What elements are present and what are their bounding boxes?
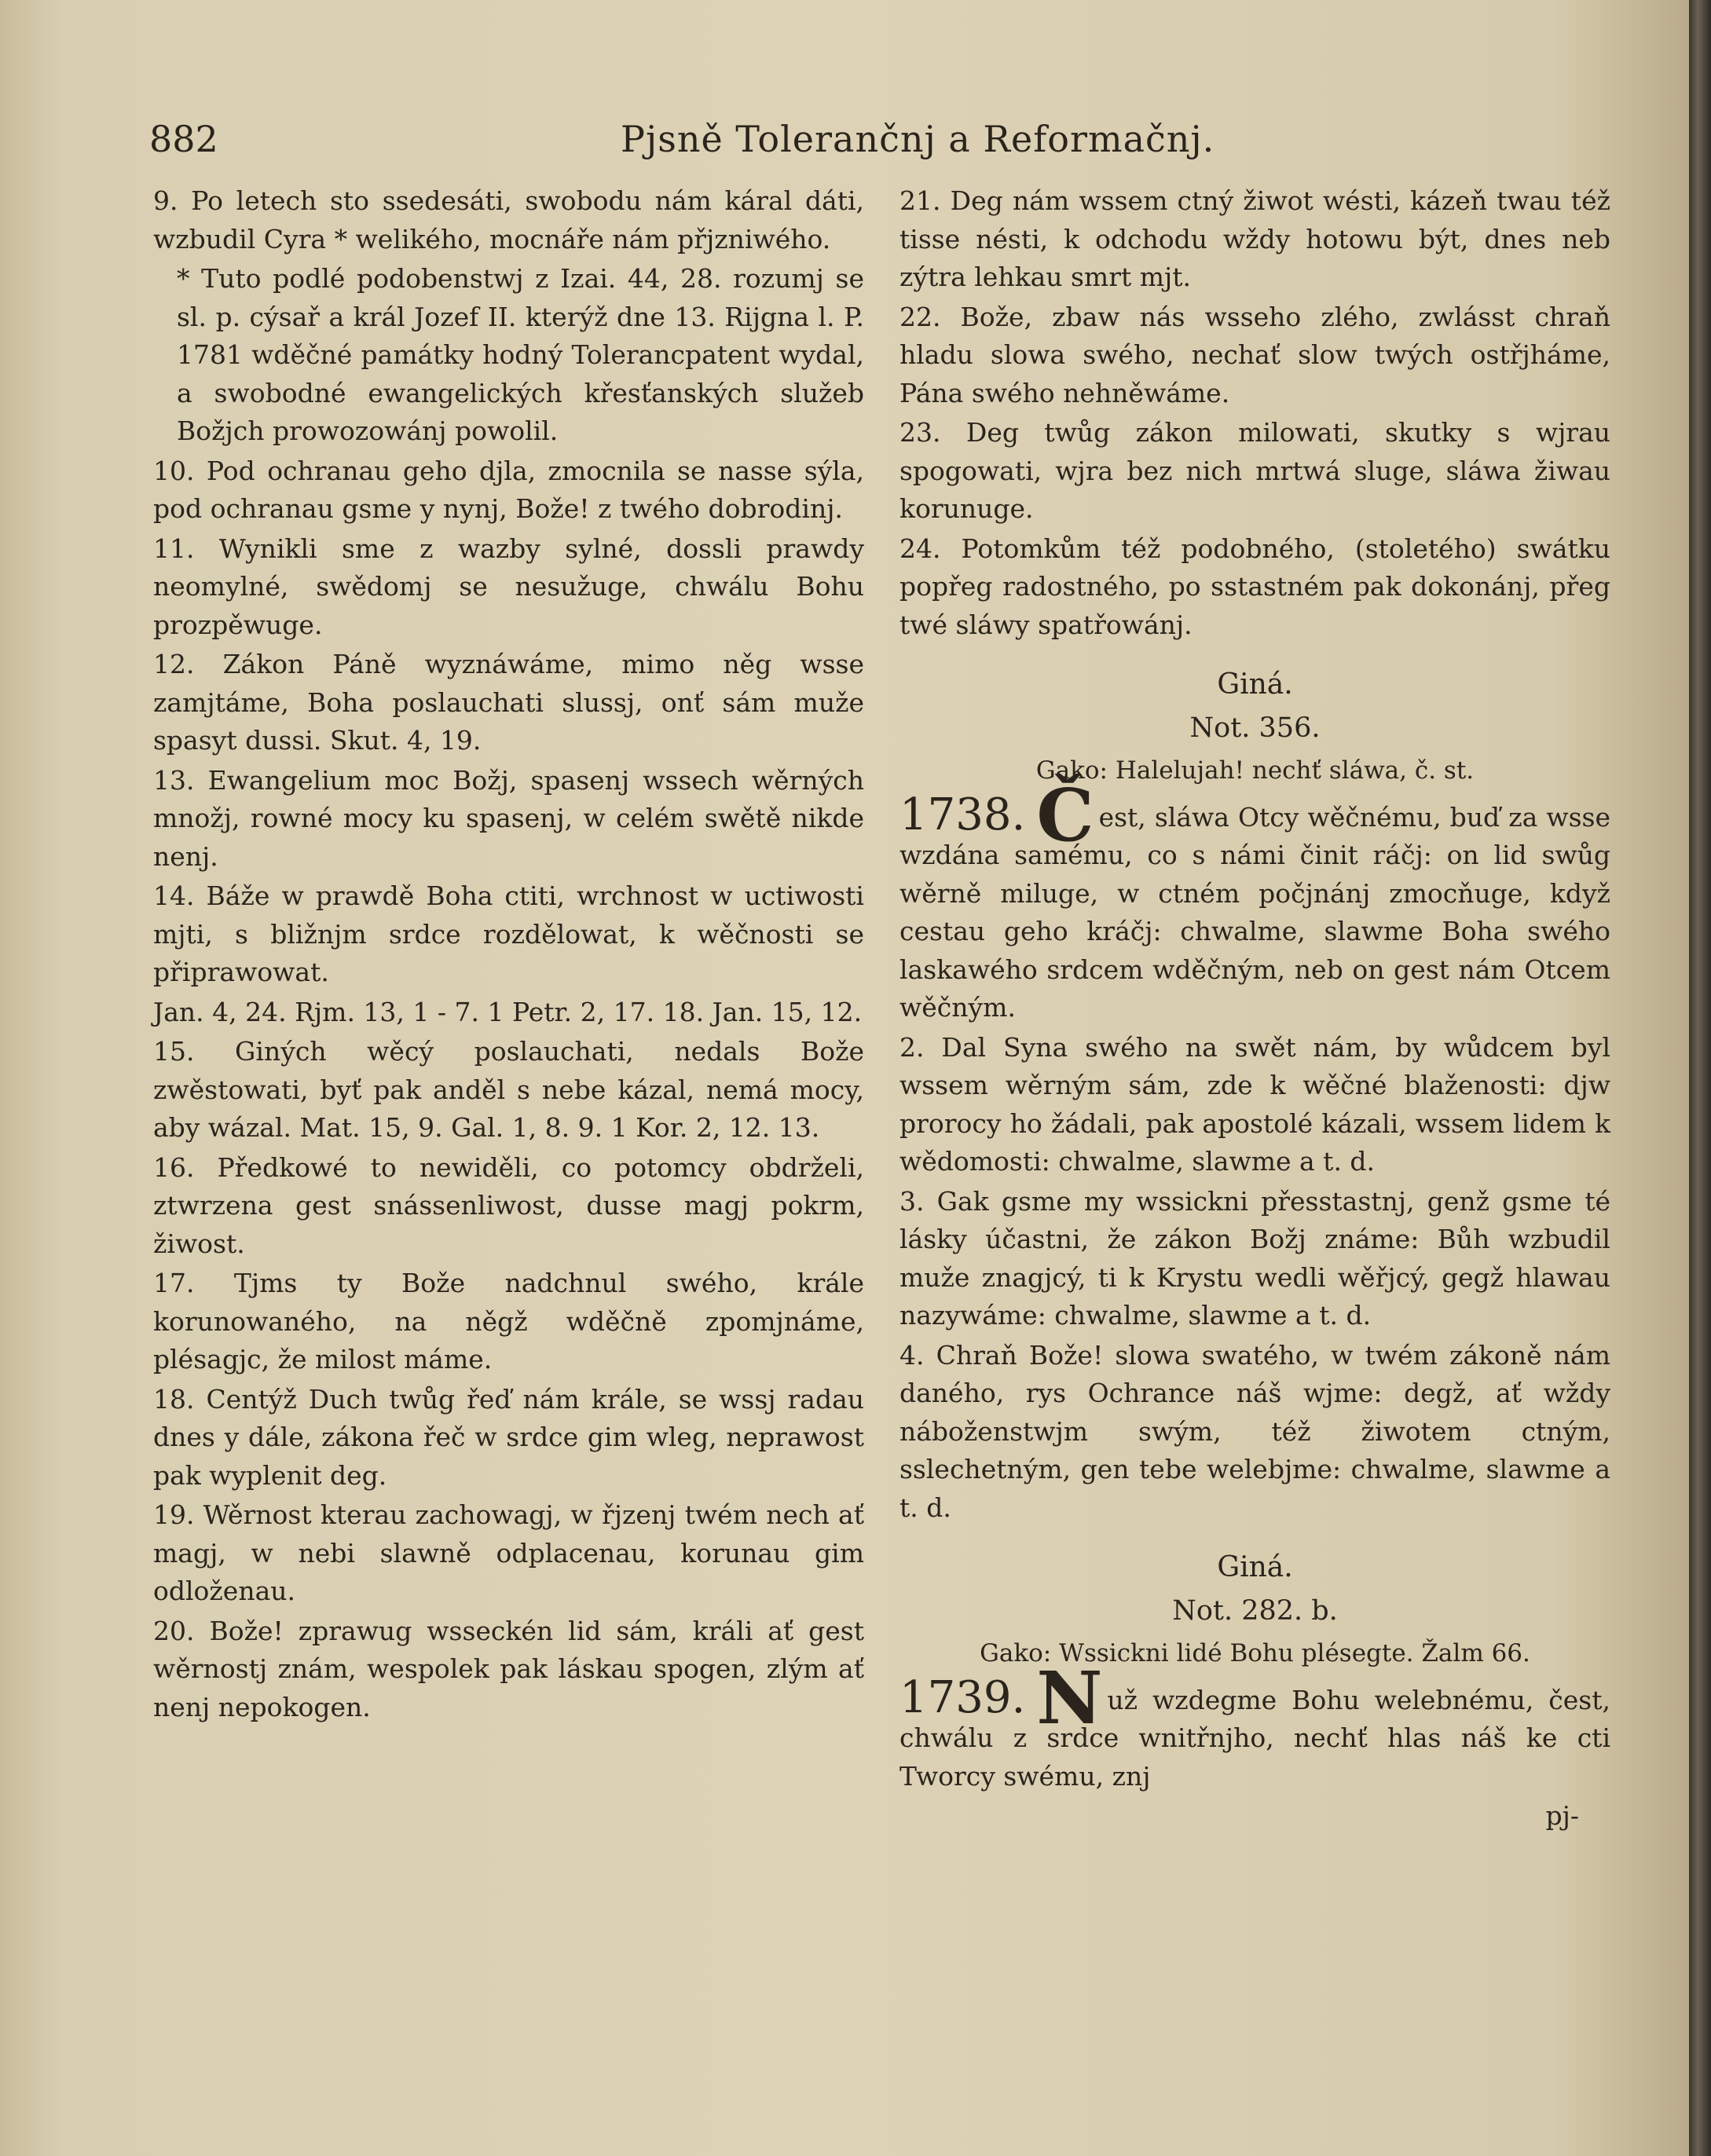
hymn-1738-verse-1 bbox=[899, 772, 1610, 1027]
verse-22: 22. Bože, zbaw nás wsseho zlého, zwlásst chraň hladu slowa swého, nechať slow twých ostřjháme, Pána swého nehněwáme. bbox=[899, 301, 1610, 408]
initial-letter: N bbox=[1036, 1655, 1103, 1741]
verse-12: 12. Zákon Páně wyznáwáme, mimo něg wsse zamjtáme, Boha poslauchati slussj, onť sám muže spasyt dussi. Skut. 4, 19. bbox=[153, 649, 864, 756]
verse-23: 23. Deg twůg zákon milowati, skutky s wjrau spogowati, wjra bez nich mrtwá sluge, sláwa žiwau korunuge. bbox=[899, 417, 1610, 524]
scripture-references: Jan. 4, 24. Rjm. 13, 1 - 7. 1 Petr. 2, 17. 18. Jan. 15, 12. bbox=[153, 996, 863, 1027]
verse-24: 24. Potomkům též podobného, (stoletého) swátku popřeg radostného, po sstastném pak dokonánj, přeg twé sláwy spatřowánj. bbox=[899, 533, 1610, 640]
section-title-1738: Giná. bbox=[1217, 668, 1293, 701]
hymn-verse-text: už wzdegme Bohu welebnému, čest, chwálu z srdce wnitřnjho, nechť hlas náš ke cti Tworcy swému, znj bbox=[899, 1684, 1610, 1792]
verse-21: 21. Deg nám wssem ctný žiwot wésti, kázeň twau též tisse nésti, k odchodu wždy hotowu být, dnes neb zýtra lehkau smrt mjt. bbox=[899, 185, 1610, 292]
melody-line-1738: Gako: Halelujah! nechť sláwa, č. st. bbox=[1035, 756, 1475, 785]
hymn-1738-verse-4: 4. Chraň Bože! slowa swatého, w twém zákoně nám daného, rys Ochrance náš wjme: degž, ať wždy náboženstwjm swým, též žiwotem ctným, sslechetným, gen tebe welebjme: chwalme, slawme a t. d. bbox=[899, 1339, 1610, 1523]
running-title: Pjsně Tolerančnj a Reformačnj. bbox=[621, 118, 1215, 160]
tune-reference-1738: Not. 356. bbox=[1189, 712, 1321, 744]
hymn-number: 1738. bbox=[899, 789, 1026, 840]
verse-14: 14. Báže w prawdě Boha ctiti, wrchnost w uctiwosti mjti, s bližnjm srdce rozdělowat, k wěčnosti se připrawowat. bbox=[153, 880, 864, 987]
verse-9: 9. Po letech sto ssedesáti, swobodu nám káral dáti, wzbudil Cyra * welikého, mocnáře nám přjzniwého. bbox=[153, 185, 864, 254]
adjacent-page-edge bbox=[1689, 0, 1711, 2156]
melody-line-1739: Gako: Wssickni lidé Bohu plésegte. Žalm 66. bbox=[980, 1639, 1530, 1667]
hymn-1738-verse-3: 3. Gak gsme my wssickni přesstastnj, genž gsme té lásky účastni, že zákon Božj známe: Bůh wzbudil muže znagjcý, ti k Krystu wedli wěřjcý, gegž hlawau nazywáme: chwalme, slawme a t. d. bbox=[899, 1185, 1610, 1331]
verse-13: 13. Ewangelium moc Božj, spasenj wssech wěrných množj, rowné mocy ku spasenj, w celém swětě nikde nenj. bbox=[153, 764, 864, 872]
verse-11: 11. Wynikli sme z wazby sylné, dossli prawdy neomylné, swědomj se nesužuge, chwálu Bohu prozpěwuge. bbox=[153, 533, 864, 640]
hymn-1739-verse-1 bbox=[899, 1655, 1610, 1796]
initial-letter: Č bbox=[1036, 772, 1094, 858]
hymn-1738-verse-2: 2. Dal Syna swého na swět nám, by wůdcem byl wssem wěrným sám, zde k wěčné blaženosti: djw prorocy ho žádali, pak apostolé kázali, wssem lidem k wědomosti: chwalme, slawme a t. d. bbox=[899, 1031, 1610, 1177]
footnote: * Tuto podlé podobenstwj z Izai. 44, 28. rozumj se sl. p. cýsař a král Jozef II. kterýž dne 13. Rijgna l. P. 1781 wděčné památky hodný Tolerancpatent wydal, a swobodné ewangelických křesťanských služeb Božjch prowozowánj powolil. bbox=[177, 263, 864, 446]
verse-16: 16. Předkowé to newiděli, co potomcy obdrželi, ztwrzena gest snássenliwost, dusse magj pokrm, žiwost. bbox=[153, 1151, 864, 1259]
hymn-number: 1739. bbox=[899, 1671, 1026, 1723]
verse-20: 20. Bože! zprawug wsseckén lid sám, králi ať gest wěrnostj znám, wespolek pak láskau spogen, zlým ať nenj nepokogen. bbox=[153, 1615, 864, 1722]
verse-19: 19. Wěrnost kterau zachowagj, w řjzenj twém nech ať magj, w nebi slawně odplacenau, korunau gim odloženau. bbox=[153, 1499, 864, 1606]
verse-18: 18. Centýž Duch twůg řeď nám krále, se wssj radau dnes y dále, zákona řeč w srdce gim wleg, neprawost pak wyplenit deg. bbox=[153, 1383, 864, 1491]
page-header bbox=[149, 118, 1603, 173]
catchword: pj- bbox=[1545, 1800, 1579, 1831]
tune-reference-1739: Not. 282. b. bbox=[1172, 1594, 1338, 1627]
left-column bbox=[153, 182, 864, 1728]
right-column bbox=[899, 182, 1610, 1861]
verse-17: 17. Tjms ty Bože nadchnul swého, krále korunowaného, na něgž wděčně zpomjnáme, plésagjc, že milost máme. bbox=[153, 1268, 864, 1374]
page-number: 882 bbox=[149, 118, 218, 160]
verse-10: 10. Pod ochranau geho djla, zmocnila se nasse sýla, pod ochranau gsme y nynj, Bože! z twého dobrodinj. bbox=[153, 455, 864, 524]
hymn-verse-text: est, sláwa Otcy wěčnému, buď za wsse wzdána samému, co s námi činit ráčj: on lid swůg wěrně miluge, w ctném počjnánj zmocňuge, když cestau geho kráčj: chwalme, slawme Boha swého laskawého srdcem wděčným, neb on gest nám Otcem wěčným. bbox=[899, 801, 1610, 1023]
verse-15: 15. Giných wěcý poslauchati, nedals Bože zwěstowati, byť pak anděl s nebe kázal, nemá mocy, aby wázal. Mat. 15, 9. Gal. 1, 8. 9. 1 Kor. 2, 12. 13. bbox=[153, 1036, 864, 1143]
section-title-1739: Giná. bbox=[1217, 1551, 1293, 1583]
